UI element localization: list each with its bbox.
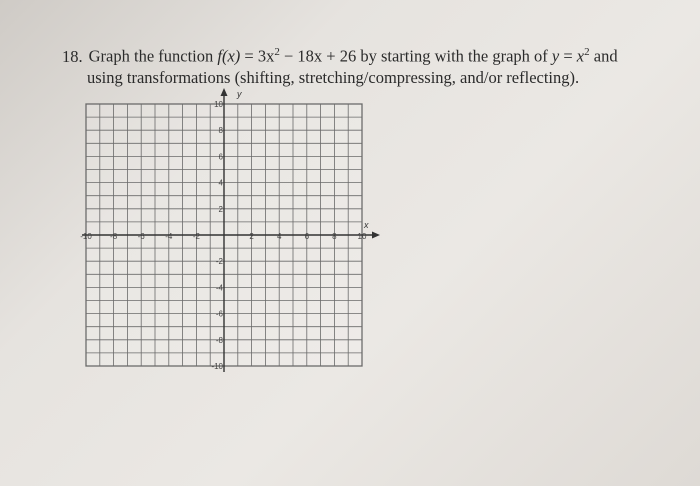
y-tick-label: 8 xyxy=(218,126,223,136)
problem-text-line2: using transformations (shifting, stretching/compressing, and/or reflecting). xyxy=(87,67,580,87)
x-tick-label: 10 xyxy=(357,232,367,241)
x-tick-label: -4 xyxy=(165,232,173,241)
y-tick-label: -2 xyxy=(215,257,223,267)
x-axis-label: x xyxy=(364,220,369,230)
y-tick-label: 4 xyxy=(218,178,223,188)
y-axis-arrow xyxy=(221,88,228,96)
y-tick-label: -10 xyxy=(211,362,223,371)
exponent-1: 2 xyxy=(274,46,280,58)
x-tick-label: 4 xyxy=(276,232,282,241)
y-axis-label: y xyxy=(237,89,242,99)
function-name: f(x) xyxy=(217,46,241,66)
x-tick-label: 8 xyxy=(332,232,337,241)
problem-text-start: Graph the function xyxy=(88,46,218,66)
equation-part-1: = 3x xyxy=(240,46,275,66)
x-tick-label: -2 xyxy=(192,232,200,241)
y-tick-label: 6 xyxy=(218,152,223,162)
y-tick-label: -4 xyxy=(215,283,223,293)
x-variable: x xyxy=(576,46,585,66)
y-variable: y xyxy=(551,46,560,66)
x-tick-label: 2 xyxy=(249,232,254,241)
y-tick-label: 2 xyxy=(218,204,223,214)
x-axis-arrow xyxy=(372,232,380,239)
problem-text-and: and xyxy=(589,46,618,66)
exponent-2: 2 xyxy=(584,46,590,58)
y-tick-label: -8 xyxy=(215,335,223,345)
y-tick-label: -6 xyxy=(215,309,223,319)
x-tick-label: -10 xyxy=(80,232,92,241)
problem-number: 18. xyxy=(62,46,83,66)
equation-part-3: = xyxy=(559,46,577,66)
x-tick-label: 6 xyxy=(304,232,310,241)
equation-part-2: − 18x + 26 by starting with the graph of xyxy=(279,46,552,66)
x-tick-label: -6 xyxy=(137,232,145,241)
x-tick-label: -8 xyxy=(110,232,118,241)
y-tick-label: 10 xyxy=(214,100,223,109)
